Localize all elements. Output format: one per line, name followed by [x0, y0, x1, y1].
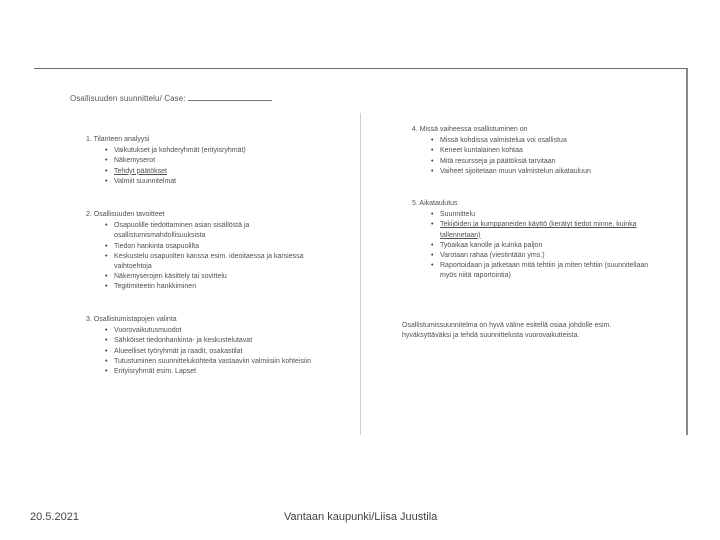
section-2 [86, 210, 326, 293]
section-3 [86, 315, 326, 377]
section-heading: 5. Aikataulutus [412, 200, 458, 207]
list-item: • Työaikaa kanolle ja kuinka paljon [432, 241, 662, 251]
list-item: • Keskustelu osapuolten kanssa esim. ideoitaessa ja karsiessa vaihtoehtoja [106, 252, 326, 272]
list-item: • Tekijöiden ja kumppaneiden käyttö (kerätyt tiedot minne, kuinka tallennetaan) [432, 220, 662, 240]
list-item: • Erityisryhmät esim. Lapset [106, 367, 326, 377]
section-heading: 3. Osallistumistapojen valinta [86, 316, 177, 323]
footer-organization: Vantaan kaupunki/Liisa Juustila [284, 511, 438, 523]
list-item: • Valmiit suunnitelmat [106, 177, 246, 187]
list-item: • Suunnittelu [432, 210, 662, 220]
list-item: • Sähköiset tiedonhankinta- ja keskustelutavat [106, 336, 326, 346]
list-item: • Alueelliset työryhmät ja raadit, osakastilat [106, 347, 326, 357]
list-item: • Osapuolille tiedottaminen asian sisällöstä ja osallistumismahdollisuuksista [106, 221, 326, 241]
list-item: • Tiedon hankinta osapuolilta [106, 242, 326, 252]
section-list [86, 146, 246, 187]
section-list [412, 136, 662, 177]
list-item: • Tegitimiteetin hankkiminen [106, 282, 326, 292]
list-item: • Keneet kuntalainen kohtaa [432, 146, 662, 156]
document-page [34, 68, 688, 435]
section-4 [412, 125, 662, 177]
list-item: • Mitä resursseja ja päätöksiä tarvitaan [432, 157, 662, 167]
section-list [86, 326, 326, 377]
section-list [86, 221, 326, 292]
case-blank-line [188, 93, 272, 101]
list-item: • Vaiheet sijoitetaan muun valmistelun aikatauluun [432, 167, 662, 177]
list-item: • Vaikutukset ja kohderyhmät (erityisryhmät) [106, 146, 246, 156]
list-item: • Tutustuminen suunnittelukohteita vastaaviin valmiisiin kohteisiin [106, 357, 326, 367]
list-item: • Tehdyt päätökset [106, 167, 246, 177]
section-5 [412, 199, 662, 282]
summary-note: Osallistumissuunnitelma on hyvä väline esitellä osiaa johdolle esim. hyväksyttäväksi ja tehdä suunnittelusta vuorovaikutteista. [402, 322, 612, 339]
list-item: • Vuorovaikutusmuodot [106, 326, 326, 336]
section-heading: 1. Tilanteen analyysi [86, 136, 150, 143]
list-item: • Näkemyserojen käsittely tai sovittelu [106, 272, 326, 282]
section-1 [86, 135, 246, 187]
section-list [412, 210, 662, 281]
section-heading: 4. Missä vaiheessa osallistuminen on [412, 126, 528, 133]
document-title-text: Osallisuuden suunnittelu/ Case: [70, 94, 186, 103]
list-item: • Näkemyserot [106, 156, 246, 166]
list-item: • Varotaan rahaa (viestintään yms.) [432, 251, 662, 261]
section-heading: 2. Osallisuuden tavoitteet [86, 211, 165, 218]
list-item: • Raportoidaan ja jatketaan mitä tehtiin ja miten tehtiin (suunnitellaan myös niitä raportointia) [432, 261, 662, 281]
column-divider [360, 113, 361, 435]
footer-date: 20.5.2021 [30, 511, 79, 523]
document-title [70, 93, 272, 103]
list-item: • Missä kohdissa valmistelua voi osallistua [432, 136, 662, 146]
